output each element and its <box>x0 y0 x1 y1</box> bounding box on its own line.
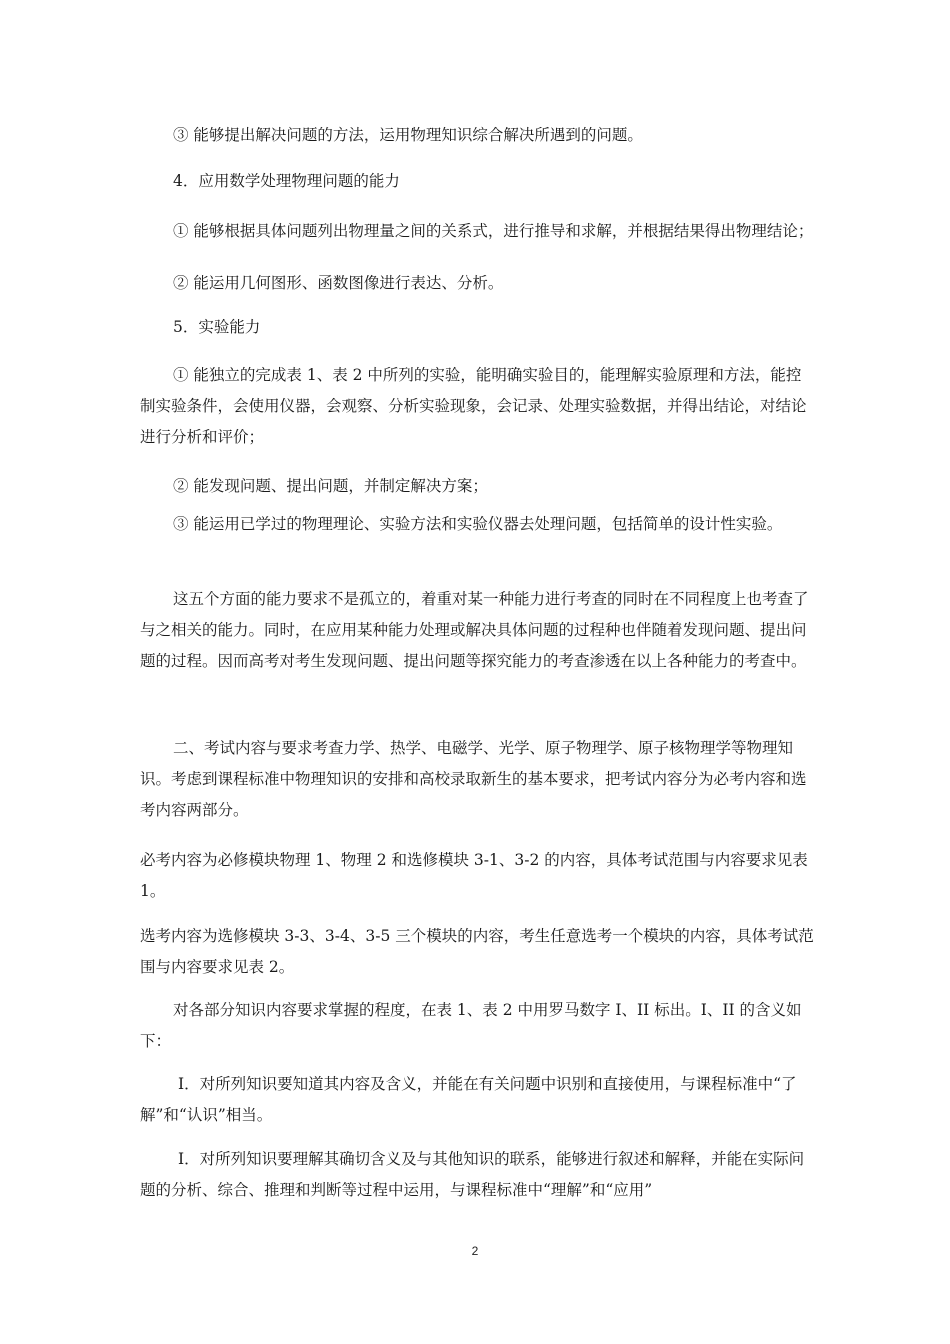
paragraph-experiment-3: ③ 能运用已学过的物理理论、实验方法和实验仪器去处理问题，包括简单的设计性实验。 <box>173 515 783 533</box>
paragraph-required-content: 必考内容为必修模块物理 1、物理 2 和选修模块 3-1、3-2 的内容，具体考试范围与内容要求见表 1。 <box>140 851 808 900</box>
paragraph-experiment-1: ① 能独立的完成表 1、表 2 中所列的实验，能明确实验目的，能理解实验原理和方法，能控制实验条件，会使用仪器，会观察、分析实验现象，会记录、处理实验数据，并得出结论，对结论进行分析和评价； <box>140 366 807 446</box>
paragraph-math-2: ② 能运用几何图形、函数图像进行表达、分析。 <box>173 274 504 292</box>
heading-experiment-ability: 5．实验能力 <box>173 318 261 336</box>
paragraph-math-1: ① 能够根据具体问题列出物理量之间的关系式，进行推导和求解，并根据结果得出物理结论； <box>173 222 814 240</box>
paragraph-level-two: I．对所列知识要理解其确切含义及与其他知识的联系，能够进行叙述和解释，并能在实际问题的分析、综合、推理和判断等过程中运用，与课程标准中“理解”和“应用” <box>140 1150 805 1199</box>
paragraph-experiment-2: ② 能发现问题、提出问题，并制定解决方案； <box>173 477 488 495</box>
page-number: 2 <box>471 1244 479 1258</box>
paragraph-ability-3-3: ③ 能够提出解决问题的方法，运用物理知识综合解决所遇到的问题。 <box>173 126 643 144</box>
heading-math-ability: 4．应用数学处理物理问题的能力 <box>173 172 400 190</box>
paragraph-ability-summary: 这五个方面的能力要求不是孤立的，着重对某一种能力进行考查的同时在不同程度上也考查了与之相关的能力。同时，在应用某种能力处理或解决具体问题的过程种也伴随着发现问题、提出问题的过程。因而高考对考生发现问题、提出问题等探究能力的考查渗透在以上各种能力的考查中。 <box>140 590 809 670</box>
paragraph-elective-content: 选考内容为选修模块 3-3、3-4、3-5 三个模块的内容，考生任意选考一个模块的内容，具体考试范围与内容要求见表 2。 <box>140 927 814 976</box>
paragraph-exam-content: 二、考试内容与要求考查力学、热学、电磁学、光学、原子物理学、原子核物理学等物理知识。考虑到课程标准中物理知识的安排和高校录取新生的基本要求，把考试内容分为必考内容和选考内容两部分。 <box>140 739 807 819</box>
paragraph-level-one: I．对所列知识要知道其内容及含义，并能在有关问题中识别和直接使用，与课程标准中“了解”和“认识”相当。 <box>140 1075 797 1124</box>
paragraph-mastery-levels: 对各部分知识内容要求掌握的程度，在表 1、表 2 中用罗马数字 I、II 标出。I、II 的含义如下： <box>140 1001 802 1050</box>
